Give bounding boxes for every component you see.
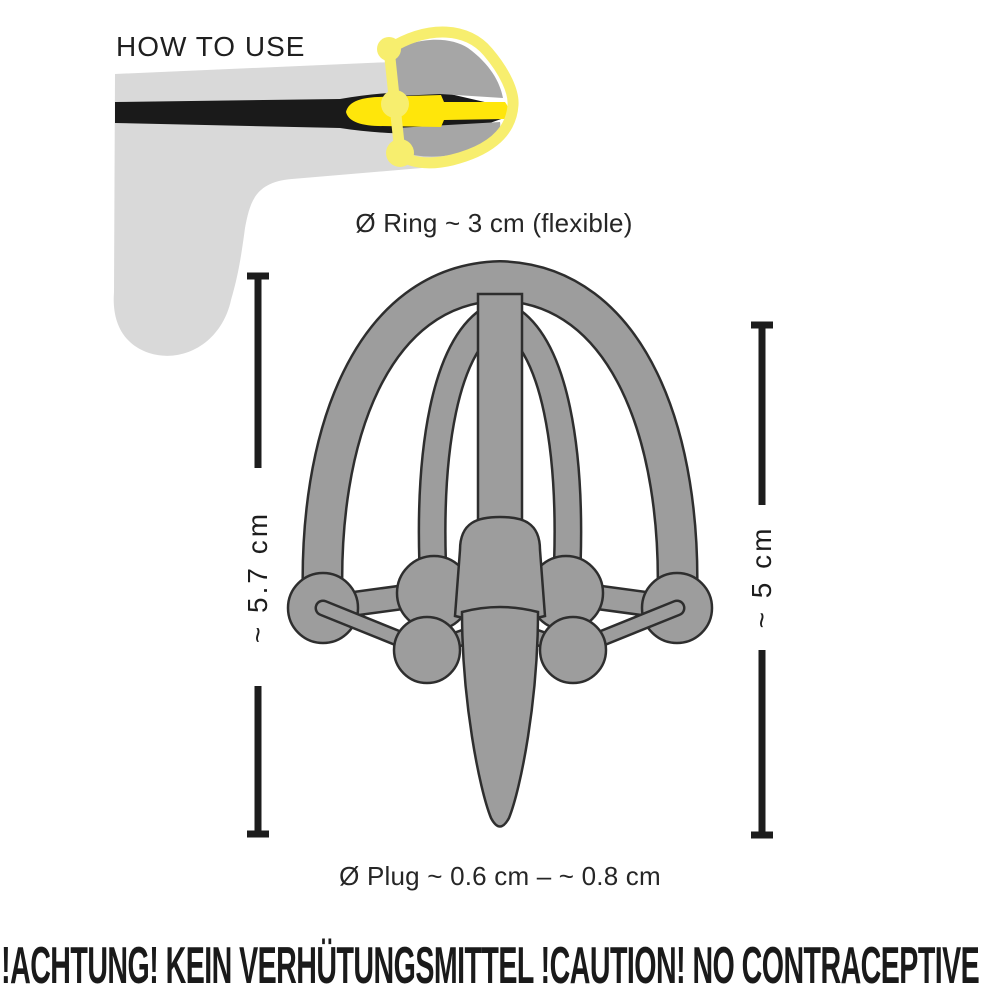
ring-bead-middle: [381, 90, 409, 118]
bead-lower-left: [394, 617, 460, 683]
urethral-plug-tip: [462, 607, 538, 827]
total-height-label: ~ 5.7 cm: [242, 510, 273, 644]
warning-row: [0, 936, 981, 996]
plug-diameter-label: Ø Plug ~ 0.6 cm – ~ 0.8 cm: [339, 861, 661, 891]
page-title: HOW TO USE: [116, 31, 306, 62]
product-diagram: [288, 281, 712, 827]
cage-height-label: ~ 5 cm: [746, 525, 777, 629]
ring-bead-top: [377, 37, 401, 61]
ring-bead-bottom: [386, 139, 414, 167]
bead-lower-right: [540, 617, 606, 683]
ring-diameter-label: Ø Ring ~ 3 cm (flexible): [355, 208, 633, 238]
warning-text: !ACHTUNG! KEIN VERHÜTUNGSMITTEL !CAUTION! NO CONTRACEPTIVE: [1, 937, 980, 995]
